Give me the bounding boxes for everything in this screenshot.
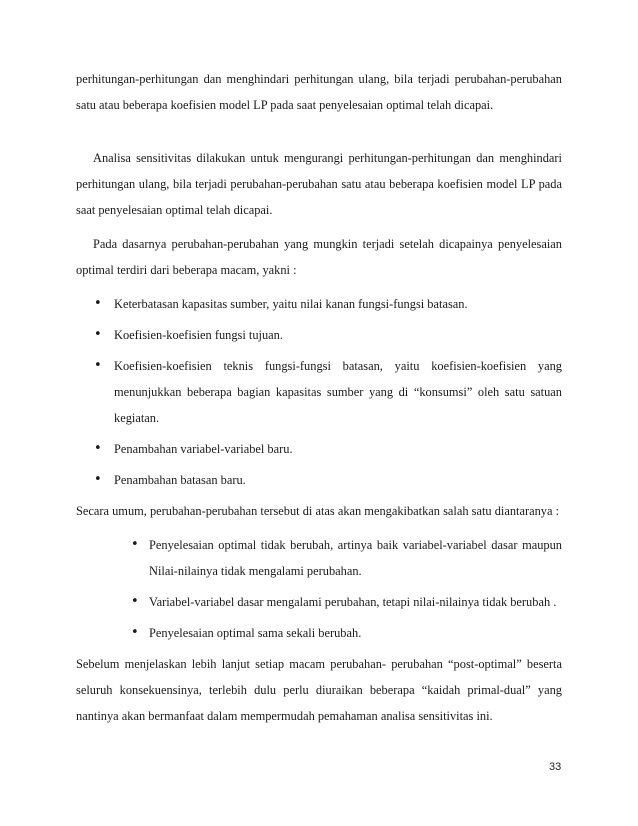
spacer bbox=[76, 283, 562, 291]
paragraph-effects-intro: Secara umum, perubahan-perubahan tersebut di atas akan mengakibatkan salah satu diantaranya : bbox=[76, 504, 560, 518]
paragraph-primal-dual-intro: Sebelum menjelaskan lebih lanjut setiap macam perubahan- perubahan “post-optimal” beserta seluruh konsekuensinya, terlebih dulu perlu diuraikan beberapa “kaidah primal-dual” yang nantinya akan bermanfaat dalam mempermudah pemahaman analisa sensitivitas ini. bbox=[76, 657, 562, 723]
page-number: 33 bbox=[549, 761, 562, 773]
document-page bbox=[76, 66, 562, 729]
spacer bbox=[76, 223, 562, 231]
spacer bbox=[76, 524, 562, 532]
list-item: • Penambahan batasan baru. bbox=[76, 467, 562, 493]
effects-list bbox=[76, 532, 562, 646]
paragraph-sensitivity-intro: Analisa sensitivitas dilakukan untuk mengurangi perhitungan-perhitungan dan menghindari perhitungan ulang, bila terjadi perubahan-perubahan satu atau beberapa koefisien model LP pada saat penyelesaian optimal telah dicapai. bbox=[76, 151, 562, 217]
list-item: • Keterbatasan kapasitas sumber, yaitu nilai kanan fungsi-fungsi batasan. bbox=[76, 291, 562, 317]
spacer bbox=[76, 118, 562, 145]
list-item: • Penambahan variabel-variabel baru. bbox=[76, 436, 562, 462]
paragraph-continuation: perhitungan-perhitungan dan menghindari perhitungan ulang, bila terjadi perubahan-perubahan satu atau beberapa koefisien model LP pada saat penyelesaian optimal telah dicapai. bbox=[76, 72, 562, 112]
paragraph-change-types-intro: Pada dasarnya perubahan-perubahan yang mungkin terjadi setelah dicapainya penyelesaian optimal terdiri dari beberapa macam, yakni : bbox=[76, 237, 562, 277]
list-item: • Koefisien-koefisien fungsi tujuan. bbox=[76, 322, 562, 348]
list-item: • Koefisien-koefisien teknis fungsi-fungsi batasan, yaitu koefisien-koefisien yang menunjukkan beberapa bagian kapasitas sumber yang di “konsumsi” oleh satu satuan kegiatan. bbox=[76, 353, 562, 431]
change-types-list bbox=[76, 291, 562, 493]
list-item: • Penyelesaian optimal sama sekali berubah. bbox=[76, 620, 562, 646]
list-item: • Variabel-variabel dasar mengalami perubahan, tetapi nilai-nilainya tidak berubah . bbox=[76, 589, 562, 615]
list-item: • Penyelesaian optimal tidak berubah, artinya baik variabel-variabel dasar maupun Nilai-nilainya tidak mengalami perubahan. bbox=[76, 532, 562, 584]
